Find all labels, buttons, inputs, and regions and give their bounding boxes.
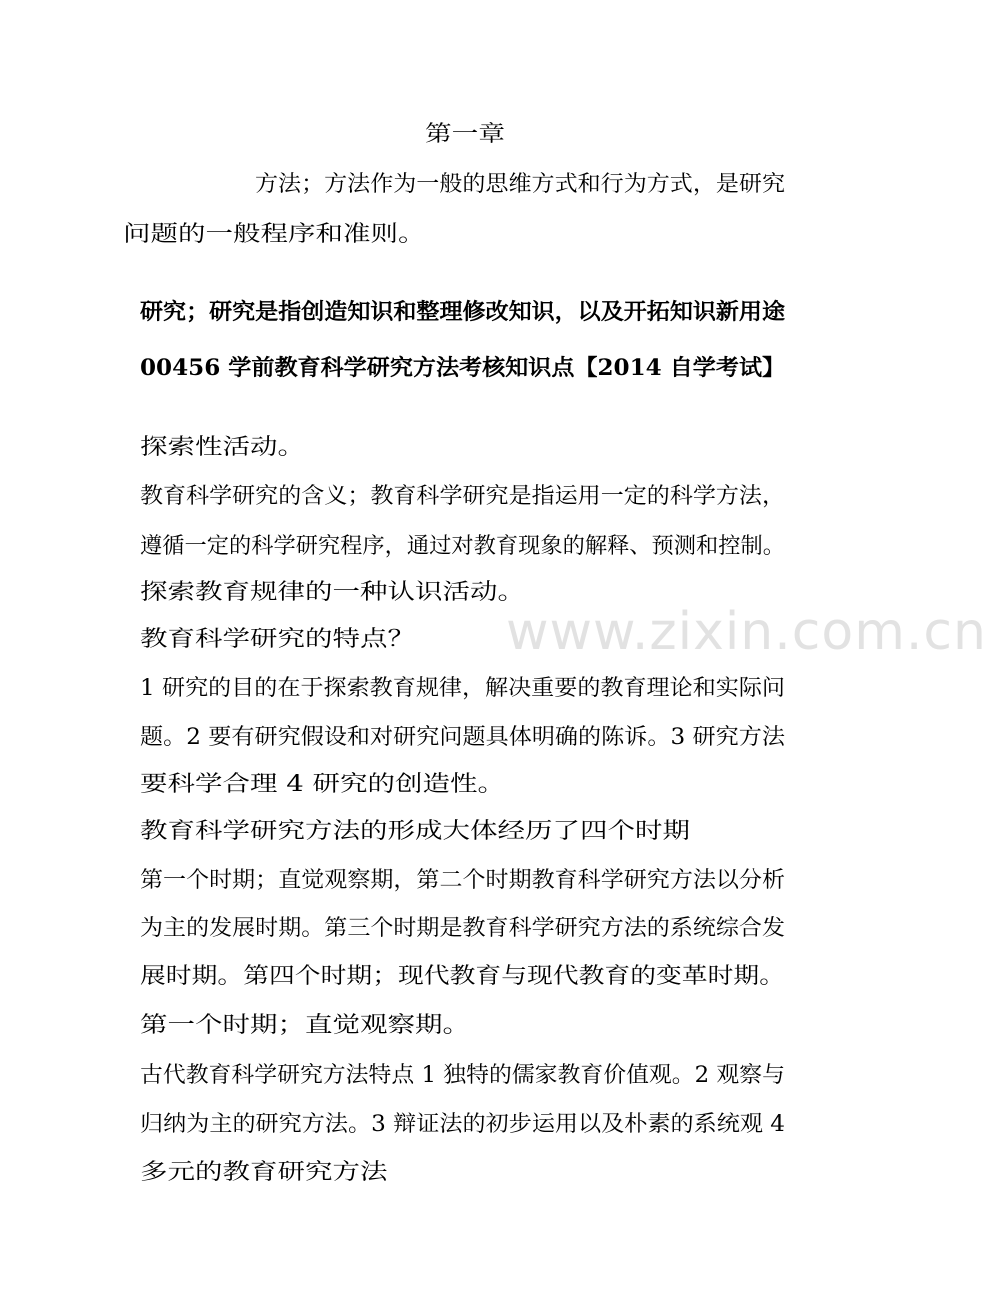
paragraph-line: 遵循一定的科学研究程序，通过对教育现象的解释、预测和控制。 <box>140 534 786 559</box>
paragraph-line: 题。2 要有研究假设和对研究问题具体明确的陈诉。3 研究方法 <box>140 725 785 750</box>
paragraph-line: 多元的教育研究方法 <box>140 1160 388 1185</box>
paragraph-line: 探索教育规律的一种认识活动。 <box>140 580 526 605</box>
paragraph-line: 为主的发展时期。第三个时期是教育科学研究方法的系统综合发 <box>140 916 786 941</box>
paragraph-line: 教育科学研究的特点？ <box>140 627 416 652</box>
intro-line-2: 问题的一般程序和准则。 <box>123 222 426 247</box>
paragraph-line: 古代教育科学研究方法特点 1 独特的儒家教育价值观。2 观察与 <box>140 1063 785 1088</box>
bold-heading-line-2: 00456 学前教育科学研究方法考核知识点【2014 自学考试】 <box>140 355 786 381</box>
bold-heading-line-1: 研究；研究是指创造知识和整理修改知识，以及开拓知识新用途 <box>140 299 786 325</box>
paragraph-line: 教育科学研究方法的形成大体经历了四个时期 <box>140 819 691 844</box>
paragraph-line: 1 研究的目的在于探索教育规律，解决重要的教育理论和实际问 <box>140 676 785 701</box>
paragraph-line: 探索性活动。 <box>140 435 306 460</box>
paragraph-line: 展时期。第四个时期；现代教育与现代教育的变革时期。 <box>140 964 786 989</box>
intro-line-1: 方法；方法作为一般的思维方式和行为方式，是研究 <box>255 172 786 197</box>
paragraph-line: 教育科学研究的含义；教育科学研究是指运用一定的科学方法， <box>140 484 786 509</box>
watermark: www.zixin.com.cn <box>506 602 987 662</box>
paragraph-line: 归纳为主的研究方法。3 辩证法的初步运用以及朴素的系统观 4 <box>140 1112 785 1137</box>
paragraph-line: 第一个时期；直觉观察期。 <box>140 1013 471 1038</box>
paragraph-line: 要科学合理 4 研究的创造性。 <box>140 772 505 797</box>
chapter-title: 第一章 <box>425 122 506 147</box>
paragraph-line: 第一个时期；直觉观察期，第二个时期教育科学研究方法以分析 <box>140 868 786 893</box>
